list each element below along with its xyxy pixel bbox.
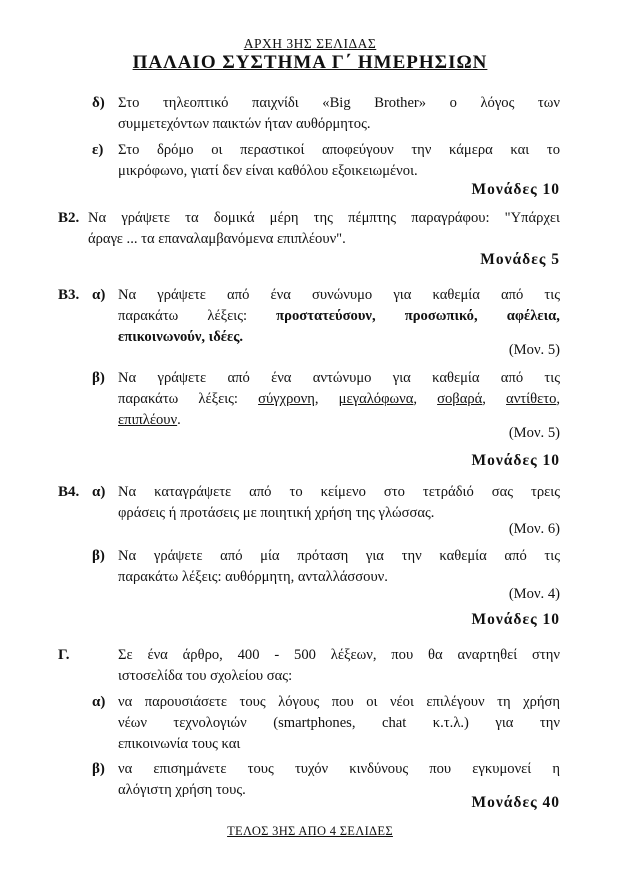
sub-points: (Μον. 5): [508, 342, 560, 358]
question-text: Να καταγράψετε από το κείμενο στο τετράδιό σας τρεις: [118, 484, 560, 500]
target-word: προστατεύσουν,: [276, 308, 376, 324]
question-text: να παρουσιάσετε τους λόγους που οι νέοι επιλέγουν τη χρήση: [118, 694, 560, 710]
sub-points: (Μον. 6): [508, 521, 560, 537]
question-number: Β2.: [58, 210, 80, 226]
exam-title: ΠΑΛΑΙΟ ΣΥΣΤΗΜΑ Γ΄ ΗΜΕΡΗΣΙΩΝ: [132, 52, 488, 73]
question-text: άραγε ... τα επαναλαμβανόμενα επιπλέουν".: [88, 231, 346, 247]
sub-points: (Μον. 5): [508, 425, 560, 441]
question-text: [118, 308, 560, 325]
item-label: β): [92, 548, 105, 564]
points-total: Μονάδες 10: [471, 452, 560, 469]
question-text: μικρόφωνο, γιατί δεν είναι καθόλου εξοικειωμένοι.: [118, 163, 418, 179]
points-total: Μονάδες 5: [480, 251, 560, 268]
question-text: [118, 329, 243, 346]
question-text: Στο τηλεοπτικό παιχνίδι «Big Brother» ο λόγος των: [118, 95, 560, 111]
item-label: α): [92, 287, 106, 303]
item-label: α): [92, 484, 106, 500]
question-text: Σε ένα άρθρο, 400 - 500 λέξεων, που θα αναρτηθεί στην: [118, 647, 560, 663]
question-text: Να γράψετε τα δομικά μέρη της πέμπτης παραγράφου: "Υπάρχει: [88, 210, 560, 226]
question-number: Β3.: [58, 287, 80, 303]
target-word: επιπλέουν: [118, 412, 178, 428]
target-word: σοβαρά: [437, 391, 483, 407]
item-label: β): [92, 761, 105, 777]
question-text: παρακάτω λέξεις: αυθόρμητη, ανταλλάσσουν.: [118, 569, 388, 585]
question-text: Στο δρόμο οι περαστικοί αποφεύγουν την κάμερα και το: [118, 142, 560, 158]
question-number: Γ.: [58, 647, 70, 663]
target-word: μεγαλόφωνα: [338, 391, 414, 407]
question-text: Να γράψετε από μία πρόταση για την καθεμία από τις: [118, 548, 560, 564]
item-label: β): [92, 370, 105, 386]
question-text: Να γράψετε από ένα αντώνυμο για καθεμία από τις: [118, 370, 560, 386]
target-word: ιδέες.: [208, 329, 244, 345]
question-text: να επισημάνετε τους τυχόν κινδύνους που εγκυμονεί η: [118, 761, 560, 777]
item-label: δ): [92, 95, 105, 111]
words-prefix: παρακάτω λέξεις:: [118, 391, 238, 407]
question-text: συμμετεχόντων παικτών ήταν αυθόρμητος.: [118, 116, 371, 132]
points-total: Μονάδες 40: [471, 794, 560, 811]
question-text: αλόγιστη χρήση τους.: [118, 782, 246, 798]
points-total: Μονάδες 10: [471, 181, 560, 198]
page-footer: ΤΕΛΟΣ 3ΗΣ ΑΠΟ 4 ΣΕΛΙΔΕΣ: [227, 824, 393, 838]
words-prefix: παρακάτω λέξεις:: [118, 308, 248, 324]
target-word: αντίθετο: [506, 391, 557, 407]
target-word: επικοινωνούν,: [118, 329, 206, 345]
question-text: επικοινωνία τους και: [118, 736, 241, 752]
sub-points: (Μον. 4): [508, 586, 560, 602]
page-header-start: ΑΡΧΗ 3ΗΣ ΣΕΛΙΔΑΣ: [243, 36, 377, 51]
item-label: ε): [92, 142, 104, 158]
points-total: Μονάδες 10: [471, 611, 560, 628]
question-text: νέων τεχνολογιών (smartphones, chat κ.τ.λ.) για την: [118, 715, 560, 731]
question-text: παρακάτω λέξεις: σύγχρονη, μεγαλόφωνα, σοβαρά, αντίθετο,: [118, 391, 561, 407]
target-word: προσωπικό,: [404, 308, 478, 324]
question-text: φράσεις ή προτάσεις με ποιητική χρήση της γλώσσας.: [118, 505, 435, 521]
question-number: Β4.: [58, 484, 80, 500]
question-text: ιστοσελίδα του σχολείου σας:: [118, 668, 293, 684]
target-word: αφέλεια,: [506, 308, 560, 324]
item-label: α): [92, 694, 106, 710]
target-word: σύγχρονη: [258, 391, 315, 407]
question-text: Να γράψετε από ένα συνώνυμο για καθεμία από τις: [118, 287, 560, 303]
question-text: επιπλέουν.: [118, 412, 181, 428]
